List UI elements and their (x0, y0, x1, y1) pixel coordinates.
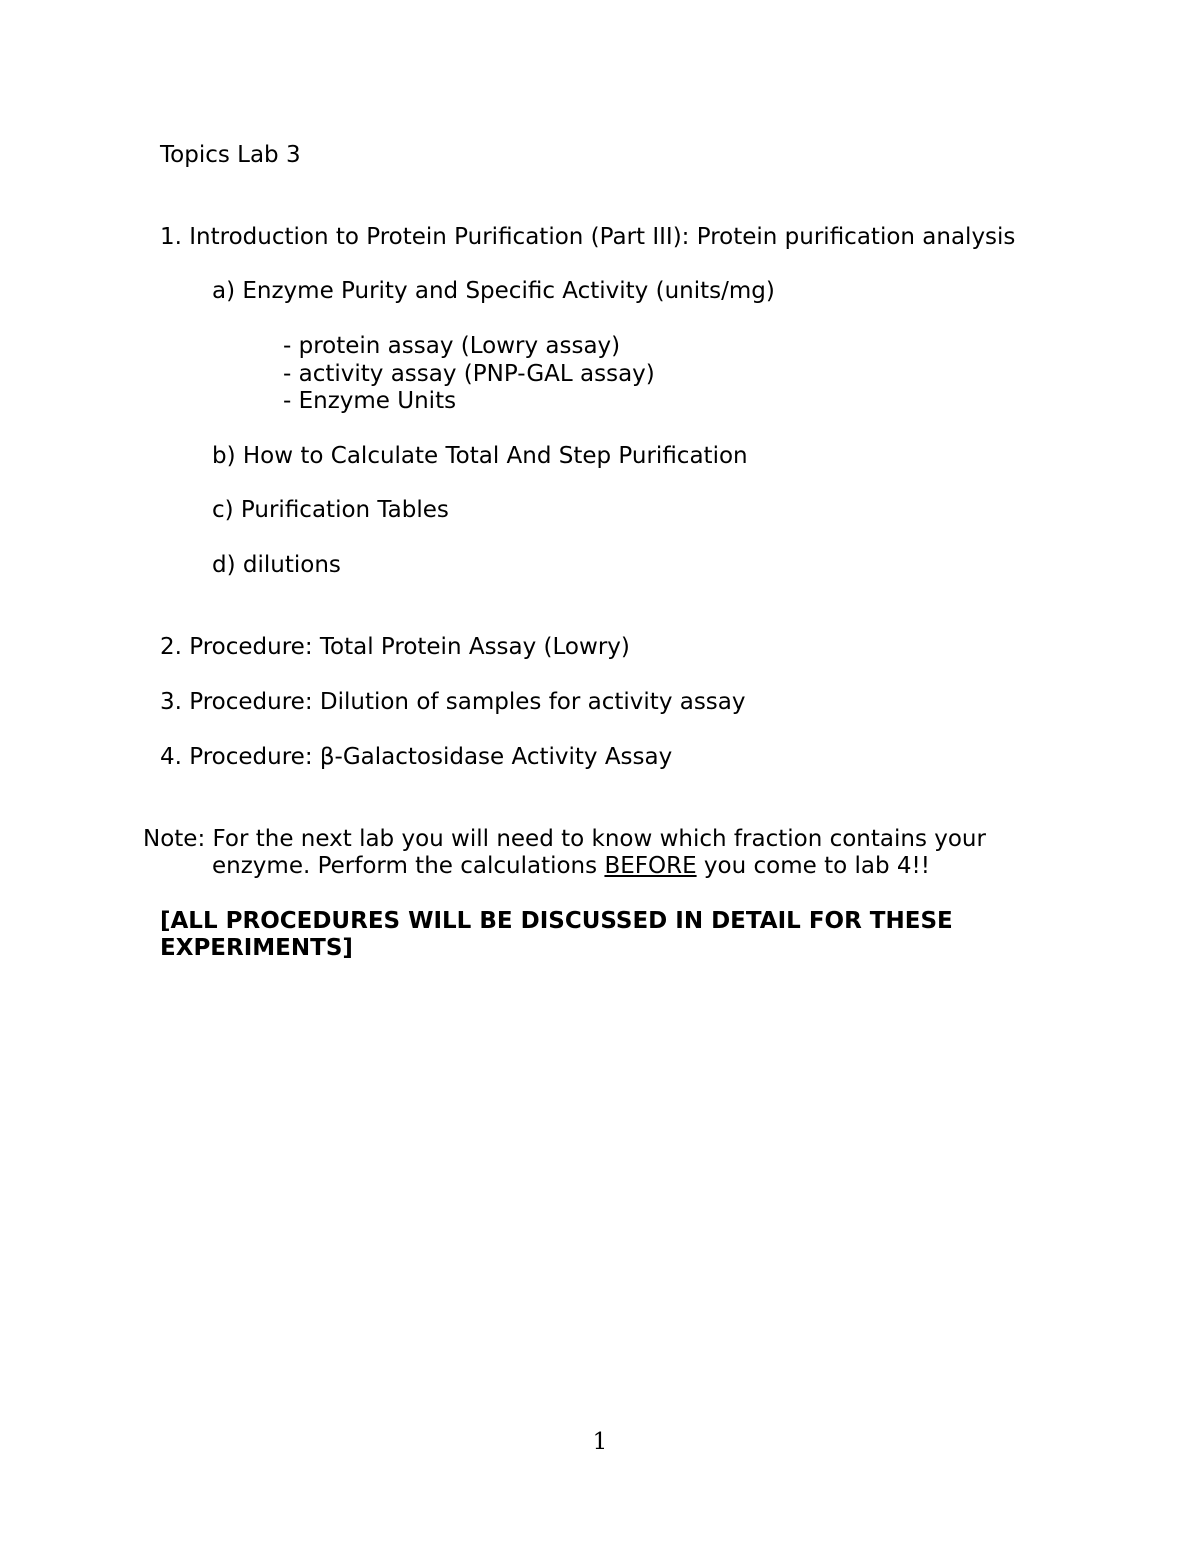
subtopic-b: b) How to Calculate Total And Step Purification (212, 443, 748, 469)
subtopic-a: a) Enzyme Purity and Specific Activity (units/mg) (212, 278, 775, 304)
topic-item-2: 2. Procedure: Total Protein Assay (Lowry) (160, 634, 630, 660)
topic-item-4: 4. Procedure: β-Galactosidase Activity Assay (160, 744, 673, 770)
note-line-1: Note: For the next lab you will need to know which fraction contains your (143, 826, 986, 852)
note-line-2-end: you come to lab 4!! (696, 853, 930, 879)
subtopic-c: c) Purification Tables (212, 497, 449, 523)
subtopic-d: d) dilutions (212, 552, 341, 578)
topic-item-3: 3. Procedure: Dilution of samples for activity assay (160, 689, 746, 715)
bold-notice-line-1: [ALL PROCEDURES WILL BE DISCUSSED IN DETAIL FOR THESE (160, 908, 953, 934)
note-underlined-before: BEFORE (604, 853, 697, 879)
page-number: 1 (592, 1429, 608, 1455)
bold-notice-line-2: EXPERIMENTS] (160, 935, 353, 961)
note-line-2-start: enzyme. Perform the calculations (212, 853, 605, 879)
page-title: Topics Lab 3 (160, 142, 301, 168)
bullet-enzyme-units: - Enzyme Units (283, 388, 457, 414)
note-line-2 (212, 852, 930, 880)
topic-item-1: 1. Introduction to Protein Purification (Part III): Protein purification analysis (160, 224, 1016, 250)
bullet-activity-assay: - activity assay (PNP-GAL assay) (283, 361, 655, 387)
bullet-protein-assay: - protein assay (Lowry assay) (283, 333, 621, 359)
